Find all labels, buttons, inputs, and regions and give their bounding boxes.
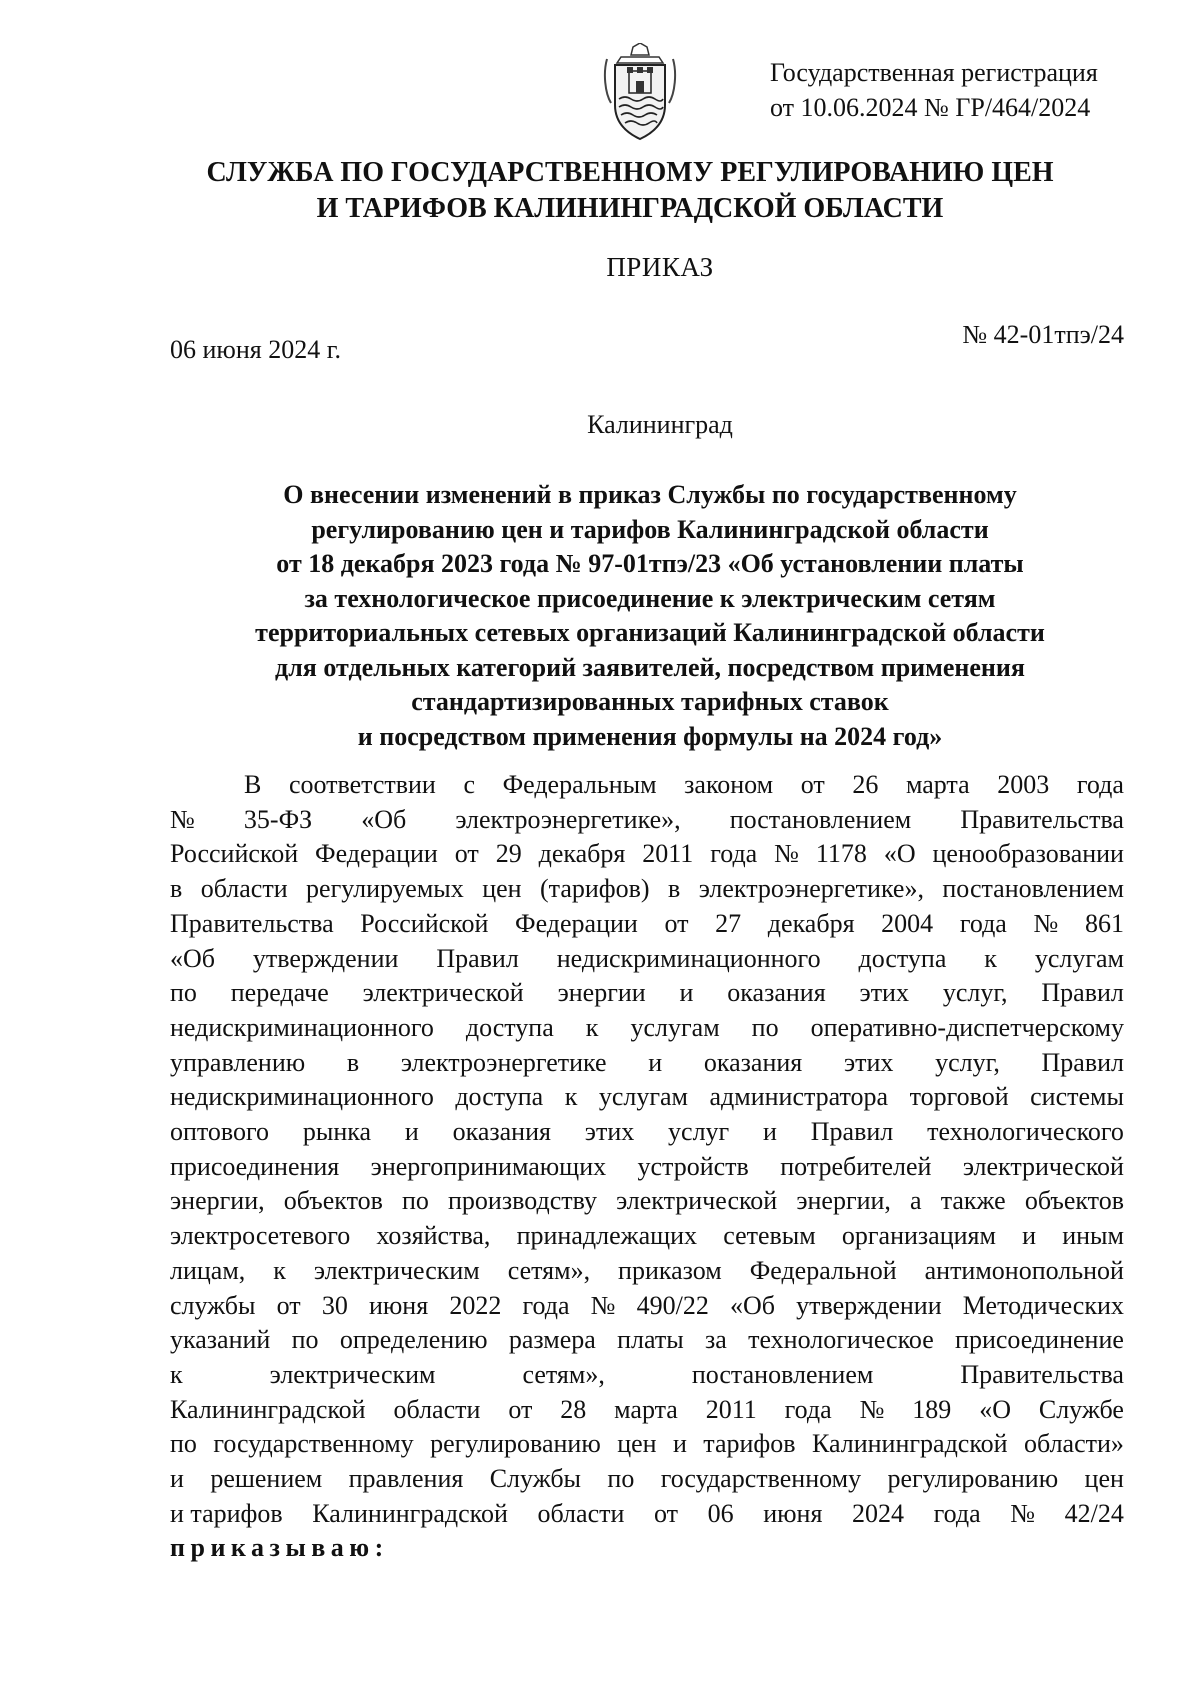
body-word: Федерации <box>315 839 438 869</box>
body-word: услугам <box>598 1082 688 1112</box>
body-word: недискриминационного <box>170 1012 434 1042</box>
agency-title-line: И ТАРИФОВ КАЛИНИНГРАДСКОЙ ОБЛАСТИ <box>316 193 944 224</box>
body-word: Службе <box>1038 1394 1124 1424</box>
body-line <box>170 1150 1124 1185</box>
body-word: от <box>276 1290 301 1320</box>
agency-title-line: СЛУЖБА ПО ГОСУДАРСТВЕННОМУ РЕГУЛИРОВАНИЮ ЦЕН <box>206 157 1054 188</box>
body-word: также <box>940 1186 1006 1216</box>
body-word: лицам, <box>170 1255 246 1285</box>
body-word: декабря <box>767 908 855 938</box>
body-word: технологическое <box>748 1325 934 1355</box>
body-word: марта <box>905 770 970 799</box>
body-word: устройств <box>637 1151 749 1181</box>
body-word: 490/22 <box>636 1290 709 1320</box>
body-word: Калининградской <box>170 1394 366 1424</box>
body-word: Федеральным <box>502 770 657 799</box>
body-word: цен <box>617 1429 657 1459</box>
coat-of-arms-icon <box>603 43 677 141</box>
body-word: цен <box>482 874 522 904</box>
body-word: доступа <box>858 943 947 973</box>
body-word: № <box>859 1394 885 1424</box>
body-word: по <box>401 1186 429 1216</box>
body-line <box>170 803 1124 838</box>
body-word: 2003 <box>997 770 1050 799</box>
body-word: 27 <box>715 908 742 938</box>
body-word: 29 <box>495 839 522 869</box>
body-line <box>170 1184 1124 1219</box>
body-word: этих <box>843 1047 894 1077</box>
body-word: 30 <box>321 1290 348 1320</box>
body-word: администратора <box>709 1082 889 1112</box>
body-word: электроэнергетике <box>400 1047 607 1077</box>
document-city: Калининград <box>587 410 733 439</box>
body-word: «Об <box>170 943 216 973</box>
body-word: 2011 <box>642 839 694 869</box>
body-word: электрическим <box>313 1255 480 1285</box>
body-word: Калининградской <box>312 1498 508 1528</box>
body-word: услуг, <box>942 978 1008 1008</box>
body-word: передаче <box>230 978 329 1008</box>
body-word: декабря <box>538 839 626 869</box>
body-word: № <box>170 804 195 834</box>
body-word: рынка <box>302 1117 372 1147</box>
body-word: приказом <box>618 1255 722 1285</box>
body-word: Правительства <box>960 804 1124 834</box>
body-line <box>170 1427 1124 1462</box>
body-word: торговой <box>909 1082 1009 1112</box>
body-word: года <box>710 839 758 869</box>
body-line <box>170 1046 1124 1081</box>
body-word: оперативно-диспетчерскому <box>810 1012 1124 1042</box>
body-word: области <box>393 1394 481 1424</box>
body-word: услугам <box>630 1012 720 1042</box>
body-word: объектов <box>1024 1186 1124 1216</box>
body-word: хозяйства, <box>376 1221 491 1251</box>
body-word: услугам <box>1034 943 1124 973</box>
body-word: «Об <box>729 1290 775 1320</box>
body-word: и <box>170 1464 184 1494</box>
body-word: услуг, <box>935 1047 1000 1077</box>
body-word: регулированию <box>887 1464 1059 1494</box>
body-word: государственному <box>213 1429 414 1459</box>
subject-line: стандартизированных тарифных ставок <box>411 687 889 716</box>
body-word: управлению <box>170 1047 306 1077</box>
body-word: правления <box>348 1464 464 1494</box>
body-word: сетям», <box>522 1359 605 1389</box>
body-word: июня <box>763 1498 823 1528</box>
body-line <box>170 907 1124 942</box>
body-word: (тарифов) <box>540 874 650 904</box>
body-word: а <box>910 1186 922 1216</box>
body-word: к <box>273 1255 286 1285</box>
body-line <box>170 1497 1124 1532</box>
body-word: утверждении <box>796 1290 942 1320</box>
subject-line: регулированию цен и тарифов Калининградской области <box>311 514 989 544</box>
body-word: в <box>346 1047 360 1077</box>
body-word: электроэнергетике», <box>698 874 924 904</box>
body-line <box>170 1080 1124 1115</box>
body-word: 35-ФЗ <box>243 804 313 834</box>
body-word: электрической <box>616 1186 778 1216</box>
body-word: от <box>508 1394 533 1424</box>
body-word: и <box>1022 1221 1037 1251</box>
body-word: цен <box>1084 1464 1124 1494</box>
body-word: 06 <box>707 1498 734 1528</box>
body-word: организациям <box>841 1221 996 1251</box>
body-word: услуг <box>668 1117 730 1147</box>
body-line <box>170 1323 1124 1358</box>
body-word: № <box>1010 1498 1036 1528</box>
body-word: соответствии <box>288 770 436 799</box>
body-word: Правил <box>436 943 519 973</box>
body-word: по <box>291 1325 319 1355</box>
body-word: доступа <box>455 1082 544 1112</box>
body-word: энергии <box>557 978 646 1008</box>
body-word: и <box>404 1117 419 1147</box>
body-word: потребителей <box>780 1151 932 1181</box>
body-word: определению <box>339 1325 488 1355</box>
closing-directive: приказываю: <box>170 1533 389 1563</box>
document-date: 06 июня 2024 г. <box>170 335 341 364</box>
body-word: сетевым <box>723 1221 816 1251</box>
body-word: этих <box>584 1117 635 1147</box>
body-word: с <box>463 770 475 799</box>
document-number: № 42-01тпэ/24 <box>962 320 1124 349</box>
body-line <box>170 1011 1124 1046</box>
body-word: от <box>653 1498 679 1528</box>
body-word: утверждении <box>252 943 399 973</box>
body-word: присоединения <box>170 1151 340 1181</box>
body-line <box>170 1289 1124 1324</box>
body-word: энергопринимающих <box>370 1151 607 1181</box>
body-word: тарифов <box>703 1429 796 1459</box>
body-word: 2024 <box>852 1498 905 1528</box>
registration-line: от 10.06.2024 № ГР/464/2024 <box>770 93 1091 122</box>
body-word: к <box>585 1012 599 1042</box>
body-word: 861 <box>1084 908 1124 938</box>
agency-title <box>130 155 1130 227</box>
body-word: «О <box>883 839 916 869</box>
body-word: года <box>1076 770 1124 799</box>
body-word: иным <box>1062 1221 1124 1251</box>
body-word: Российской <box>360 908 489 938</box>
body-line <box>170 1254 1124 1289</box>
registration-stamp <box>770 55 1098 125</box>
body-word: Методических <box>962 1290 1124 1320</box>
body-word: № <box>590 1290 616 1320</box>
body-word: ценообразовании <box>932 839 1124 869</box>
body-word: энергии, <box>170 1186 265 1216</box>
body-word: электрической <box>362 978 524 1008</box>
document-type: ПРИКАЗ <box>606 252 714 282</box>
body-word: этих <box>859 978 909 1008</box>
body-word: области <box>537 1498 625 1528</box>
body-line <box>170 976 1124 1011</box>
body-word: 42/24 <box>1064 1498 1124 1528</box>
body-word: «О <box>979 1394 1011 1424</box>
body-word: оптового <box>170 1117 270 1147</box>
body-word: Российской <box>170 839 299 869</box>
body-word: постановлением <box>942 874 1124 904</box>
body-word: 26 <box>852 770 879 799</box>
body-word: «Об <box>361 804 407 834</box>
body-line <box>170 872 1124 907</box>
body-word: по <box>170 1429 197 1459</box>
body-word: по <box>607 1464 635 1494</box>
body-word: законом <box>684 770 774 799</box>
body-word: объектов <box>283 1186 383 1216</box>
body-word: июня <box>368 1290 429 1320</box>
body-word: принадлежащих <box>516 1221 698 1251</box>
body-word: энергии, <box>796 1186 891 1216</box>
body-word: оказания <box>452 1117 551 1147</box>
body-word: области <box>200 874 288 904</box>
body-word: указаний <box>170 1325 271 1355</box>
body-word: года <box>933 1498 981 1528</box>
body-word: 2011 <box>705 1394 757 1424</box>
body-word: Федерации <box>515 908 638 938</box>
body-line <box>170 1115 1124 1150</box>
body-word: регулируемых <box>306 874 464 904</box>
body-word: Правил <box>810 1117 894 1147</box>
body-word: платы <box>617 1325 684 1355</box>
subject-line: О внесении изменений в приказ Службы по государственному <box>283 480 1017 509</box>
body-word: за <box>704 1325 727 1355</box>
body-line <box>170 1219 1124 1254</box>
body-word: № <box>1033 908 1059 938</box>
subject-line: от 18 декабря 2023 года № 97-01тпэ/23 «Об установлении платы <box>276 549 1024 578</box>
body-word: Правил <box>1041 1047 1124 1077</box>
body-word: 2022 <box>449 1290 502 1320</box>
body-line <box>170 1358 1124 1393</box>
body-word: к <box>170 1359 183 1389</box>
body-word: электросетевого <box>170 1221 351 1251</box>
body-word: регулированию <box>430 1429 601 1459</box>
subject-line: для отдельных категорий заявителей, посредством применения <box>275 652 1025 682</box>
subject-line: за технологическое присоединение к электрическим сетям <box>304 583 996 613</box>
body-word: от <box>800 770 825 799</box>
body-word: службы <box>170 1290 256 1320</box>
body-word: 2004 <box>881 908 934 938</box>
body-word: марта <box>614 1394 678 1424</box>
body-word: постановлением <box>691 1359 874 1389</box>
body-word: и <box>679 978 694 1008</box>
body-word: к <box>984 943 997 973</box>
body-word: государственному <box>660 1464 862 1494</box>
body-word: производству <box>448 1186 597 1216</box>
body-word: Правительства <box>960 1359 1124 1389</box>
body-word: недискриминационного <box>556 943 821 973</box>
body-word: года <box>959 908 1007 938</box>
body-line <box>170 1393 1124 1428</box>
body-word: технологического <box>927 1117 1124 1147</box>
body-word: электроэнергетике», <box>455 804 681 834</box>
body-word: от <box>664 908 689 938</box>
body-word: от <box>454 839 479 869</box>
body-word: по <box>170 978 197 1008</box>
body-line <box>170 942 1124 977</box>
body-word: Правил <box>1041 978 1124 1008</box>
body-word: решением <box>210 1464 323 1494</box>
subject-line: территориальных сетевых организаций Калининградской области <box>255 618 1045 647</box>
body-word: года <box>784 1394 832 1424</box>
body-word: Правительства <box>170 908 334 938</box>
subject-line: и посредством применения формулы на 2024 год» <box>357 721 943 751</box>
body-word: электрической <box>962 1151 1124 1181</box>
body-word: доступа <box>465 1012 554 1042</box>
body-line <box>170 768 1124 803</box>
body-word: системы <box>1030 1082 1124 1112</box>
body-word: 1178 <box>815 839 867 869</box>
body-word: электрическим <box>269 1359 436 1389</box>
body-word: и <box>648 1047 663 1077</box>
body-word: оказания <box>703 1047 803 1077</box>
body-word: оказания <box>727 978 826 1008</box>
body-line <box>170 837 1124 872</box>
body-word: и <box>672 1429 687 1459</box>
body-word: в <box>170 874 183 904</box>
body-word: постановлением <box>729 804 912 834</box>
body-word: года <box>522 1290 570 1320</box>
body-word: и тарифов <box>170 1498 283 1528</box>
body-word: присоединение <box>955 1325 1124 1355</box>
body-word: Калининградской <box>811 1429 1008 1459</box>
body-word: области» <box>1023 1429 1124 1459</box>
body-word: Службы <box>489 1464 582 1494</box>
body-word: в <box>668 874 681 904</box>
body-word: № <box>774 839 799 869</box>
registration-line: Государственная регистрация <box>770 58 1098 87</box>
body-word: Федеральной <box>749 1255 897 1285</box>
document-subject <box>170 478 1130 754</box>
body-word: 28 <box>560 1394 587 1424</box>
body-word: сетям», <box>507 1255 591 1285</box>
body-word: антимонопольной <box>924 1255 1124 1285</box>
body-word: 189 <box>912 1394 952 1424</box>
body-word: по <box>751 1012 779 1042</box>
document-body <box>170 768 1124 1566</box>
body-word: и <box>763 1117 777 1147</box>
body-word: к <box>564 1082 578 1112</box>
body-word: недискриминационного <box>170 1082 434 1112</box>
body-word: размера <box>508 1325 596 1355</box>
body-line <box>170 1462 1124 1497</box>
body-word: В <box>244 770 262 799</box>
